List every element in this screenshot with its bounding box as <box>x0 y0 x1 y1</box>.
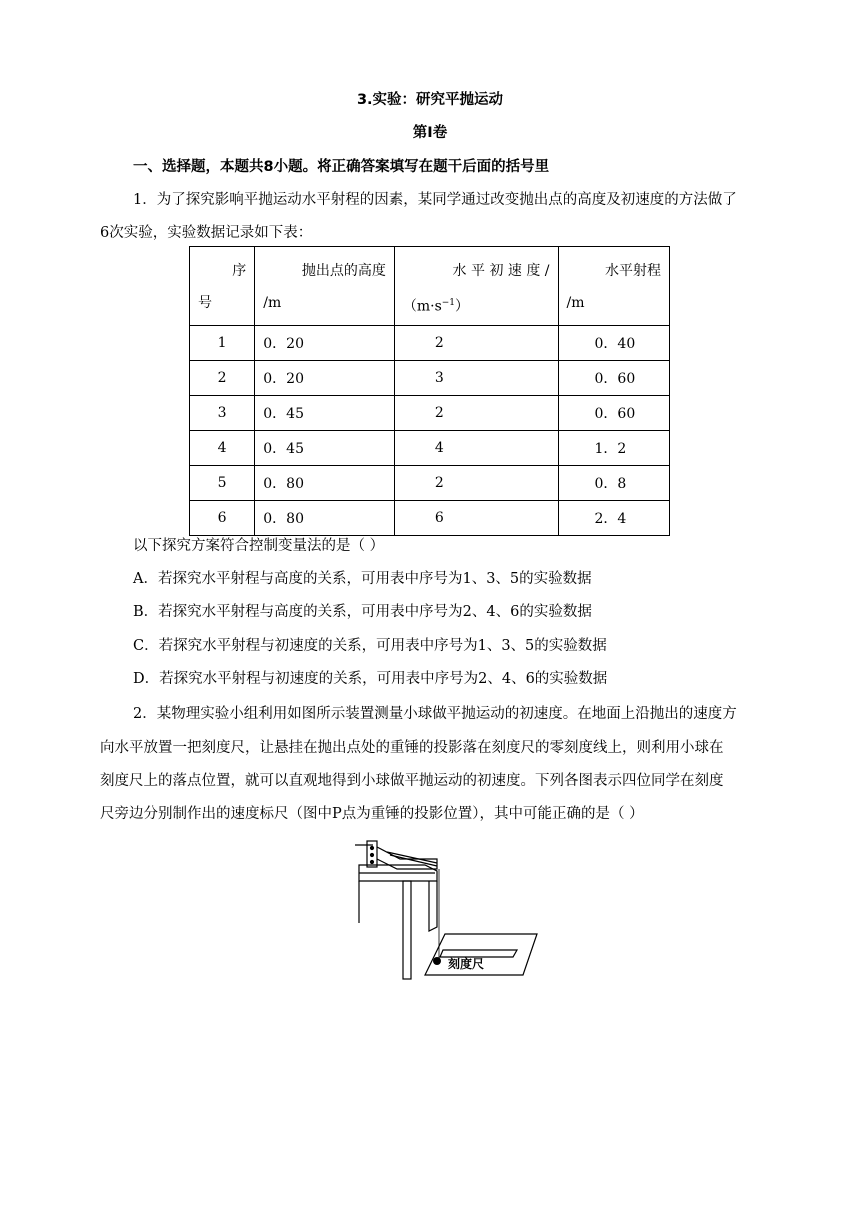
table-cell: 0．20 <box>255 361 395 396</box>
ruler-label: 刻度尺 <box>448 957 485 971</box>
table-row <box>190 361 670 396</box>
table-cell: 4 <box>190 431 255 466</box>
q2-text-line-2: 向水平放置一把刻度尺，让悬挂在抛出点处的重锤的投影落在刻度尺的零刻度线上，则利用小球在 <box>100 740 724 756</box>
q2-text-line-1: 2．某物理实验小组利用如图所示装置测量小球做平抛运动的初速度。在地面上沿抛出的速度方 <box>133 706 737 722</box>
table-cell: 1．2 <box>558 431 669 466</box>
apparatus-figure <box>345 835 545 985</box>
table-cell: 0．60 <box>558 396 669 431</box>
table-row <box>190 501 670 536</box>
q1-option-c: C．若探究水平射程与初速度的关系，可用表中序号为1、3、5的实验数据 <box>133 638 607 654</box>
table-cell: 0．45 <box>255 431 395 466</box>
table-row <box>190 396 670 431</box>
plumb-bob-dot <box>433 957 441 965</box>
q1-text-line-2: 6次实验，实验数据记录如下表： <box>100 225 313 241</box>
header-cell-velocity: 水 平 初 速 度 / $(m\cdot s^{-1})$ <box>394 247 558 326</box>
table-cell: 3 <box>394 361 558 396</box>
table-cell: 2 <box>190 361 255 396</box>
table-cell: 2．4 <box>558 501 669 536</box>
q2-text-line-4: 尺旁边分别制作出的速度标尺（图中P点为重锤的投影位置），其中可能正确的是（ ） <box>100 806 644 822</box>
table-cell: 0．20 <box>255 326 395 361</box>
table-cell: 2 <box>394 396 558 431</box>
table-cell: 0．8 <box>558 466 669 501</box>
table-cell: 4 <box>394 431 558 466</box>
table-row <box>190 466 670 501</box>
table-cell: 2 <box>394 326 558 361</box>
header-cell-range: 水平射程 /m <box>558 247 669 326</box>
document-title: 3.实验：研究平抛运动 <box>356 92 504 108</box>
volume-heading: 第Ⅰ卷 <box>412 125 448 141</box>
q2-text-line-3: 刻度尺上的落点位置，就可以直观地得到小球做平抛运动的初速度。下列各图表示四位同学在刻度 <box>100 773 724 789</box>
table-cell: 1 <box>190 326 255 361</box>
header-cell-index: 序 号 <box>190 247 255 326</box>
q1-option-b: B．若探究水平射程与高度的关系，可用表中序号为2、4、6的实验数据 <box>133 604 592 620</box>
table-cell: 0．80 <box>255 501 395 536</box>
section-heading: 一、选择题，本题共8小题。将正确答案填写在题干后面的括号里 <box>133 159 550 175</box>
table-cell: 3 <box>190 396 255 431</box>
experiment-data-table <box>189 246 670 536</box>
table-cell: 5 <box>190 466 255 501</box>
table-cell: 0．45 <box>255 396 395 431</box>
table-cell: 6 <box>394 501 558 536</box>
table-row <box>190 326 670 361</box>
q1-stem: 以下探究方案符合控制变量法的是（ ） <box>133 538 385 554</box>
table-cell: 6 <box>190 501 255 536</box>
table-row <box>190 431 670 466</box>
table-cell: 2 <box>394 466 558 501</box>
q1-option-d: D．若探究水平射程与初速度的关系，可用表中序号为2、4、6的实验数据 <box>133 671 608 687</box>
table-cell: 0．40 <box>558 326 669 361</box>
header-cell-height: 抛出点的高度 /m <box>255 247 395 326</box>
q1-text-line-1: 1．为了探究影响平抛运动水平射程的因素，某同学通过改变抛出点的高度及初速度的方法做了 <box>133 192 737 208</box>
q1-option-a: A．若探究水平射程与高度的关系，可用表中序号为1、3、5的实验数据 <box>133 571 592 587</box>
table-header-row <box>190 247 670 326</box>
table-cell: 0．80 <box>255 466 395 501</box>
table-cell: 0．60 <box>558 361 669 396</box>
